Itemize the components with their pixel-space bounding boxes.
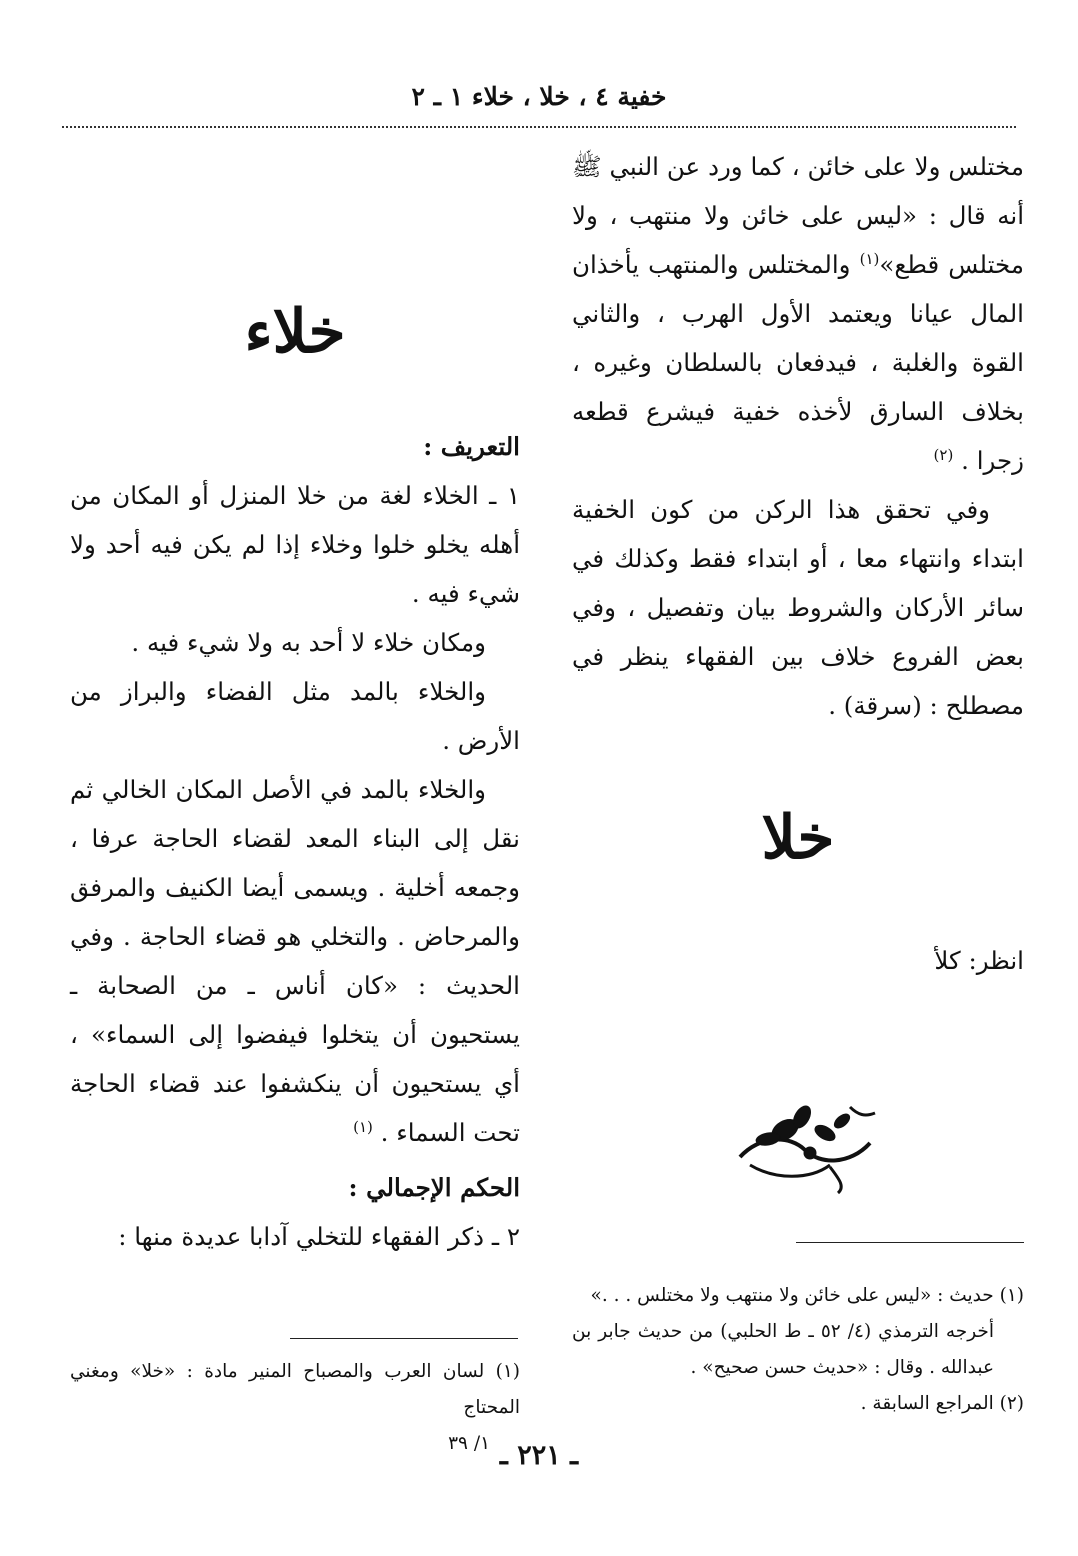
footnote-right-2: (٢) المراجع السابقة . <box>860 1393 1024 1414</box>
footnote-left-1-line-2: ١/ ٣٩ <box>448 1433 490 1454</box>
footnote-ref-2: (٢) <box>933 445 954 464</box>
right-paragraph-2: وفي تحقق هذا الركن من كون الخفية ابتداء وانتهاء معا ، أو ابتداء فقط وكذلك في سائر الأركان والشروط بيان وتفصيل ، وفي بعض الفروع خلاف بين الفقهاء ينظر في مصطلح : (سرقة) . <box>572 495 1024 720</box>
left-p4-text: والخلاء بالمد في الأصل المكان الخالي ثم نقل إلى البناء المعد لقضاء الحاجة عرفا ، وجمعه أخلية . ويسمى أيضا الكنيف والمرفق والمرحاض . والتخلي هو قضاء الحاجة . وفي الحديث : «كان أناس ـ من الصحابة ـ يستحيون أن يتخلوا فيفضوا إلى السماء» ، أي يستحيون أن ينكشفوا عند قضاء الحاجة تحت السماء . <box>70 775 520 1147</box>
entry-title-khalaa: خلاء <box>244 297 346 367</box>
left-paragraph-4 <box>70 765 520 1157</box>
page-number: ـ ٢٢١ ـ <box>499 1440 579 1471</box>
left-paragraph-2: ومكان خلاء لا أحد به ولا شيء فيه . <box>131 628 486 657</box>
running-head: خفية ٤ ، خلا ، خلاء ١ ـ ٢ <box>411 82 667 111</box>
footnote-ref-1: (١) <box>859 249 880 268</box>
header-dotted-rule <box>62 126 1016 128</box>
right-p1-text-a: مختلس ولا على خائن ، كما ورد عن النبي ﷺ أنه قال : «ليس على خائن ولا منتهب ، ولا مختلس قطع» <box>572 152 1024 279</box>
floral-ornament-icon <box>730 1095 880 1195</box>
left-paragraph-3: والخلاء بالمد مثل الفضاء والبراز من الأرض . <box>70 677 520 755</box>
right-paragraph-1 <box>572 142 1024 485</box>
footnote-rule-left <box>290 1338 518 1339</box>
footnote-right-1-line-1: (١) حديث : «ليس على خائن ولا منتهب ولا مختلس . . .» <box>590 1285 1024 1306</box>
right-p1-text-b: والمختلس والمنتهب يأخذان المال عيانا ويعتمد الأول الهرب ، والثاني القوة والغلبة ، فيدفعان بالسلطان وغيره ، بخلاف السارق لأخذه خفية فيشرع قطعه زجرا . <box>572 250 1024 475</box>
heading-definition: التعريف : <box>423 432 520 461</box>
left-paragraph-1: ١ ـ الخلاء لغة من خلا المنزل أو المكان من أهله يخلو خلوا وخلاء إذا لم يكن فيه أحد ولا شيء فيه . <box>70 481 520 608</box>
entry-title-khala: خلا <box>761 803 835 873</box>
heading-ruling: الحكم الإجمالي : <box>348 1173 520 1202</box>
footnotes-right <box>572 1278 1024 1422</box>
footnote-rule-right <box>796 1242 1024 1243</box>
right-column <box>572 142 1024 985</box>
footnote-left-1-line-1: (١) لسان العرب والمصباح المنير مادة : «خلا» ومغني المحتاج <box>70 1361 520 1418</box>
see-also: انظر: كلأ <box>934 946 1024 975</box>
footnote-ref-left-1: (١) <box>353 1117 373 1136</box>
left-column <box>70 142 520 1261</box>
left-paragraph-5: ٢ ـ ذكر الفقهاء للتخلي آدابا عديدة منها : <box>118 1222 520 1251</box>
footnote-right-1-line-2: أخرجه الترمذي (٤/ ٥٢ ـ ط الحلبي) من حديث جابر بن عبدالله . وقال : «حديث حسن صحيح» . <box>572 1321 994 1378</box>
